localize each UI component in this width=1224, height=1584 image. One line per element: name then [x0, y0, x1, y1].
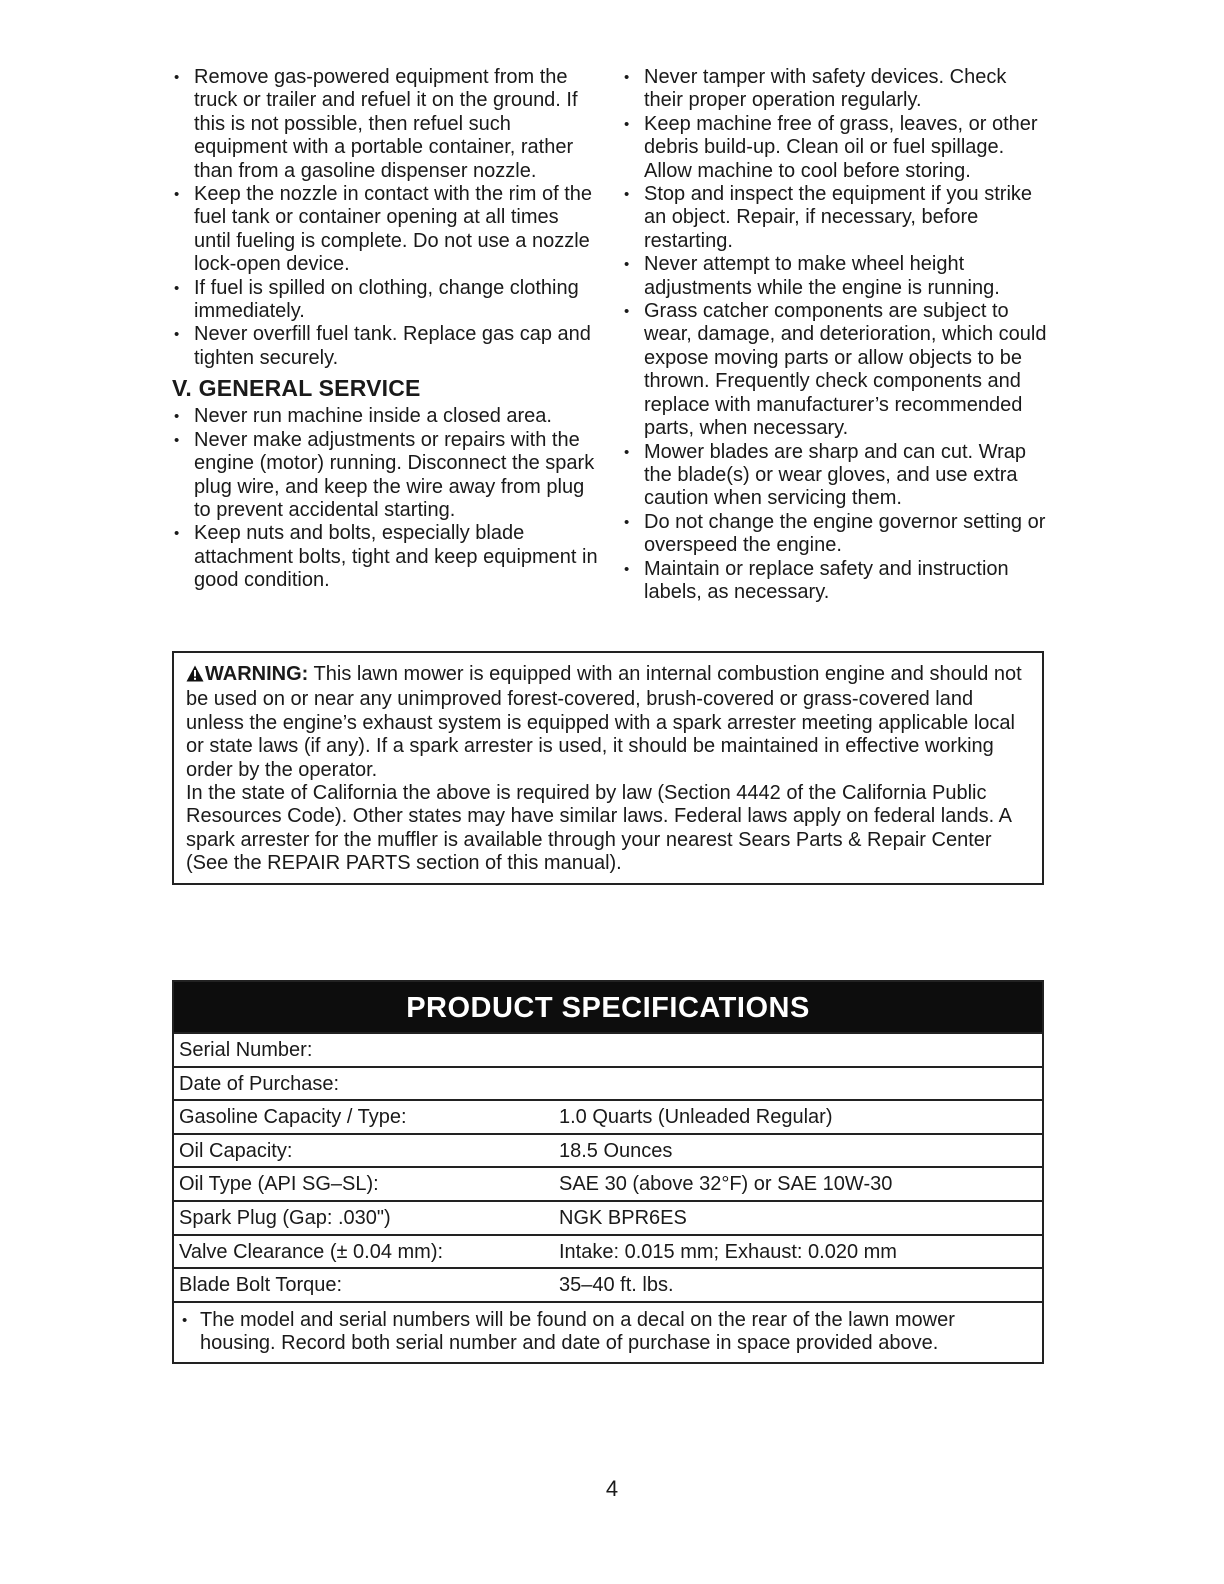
spec-label: Oil Capacity:	[179, 1139, 293, 1162]
warning-triangle-icon	[186, 665, 204, 688]
list-item: • Never make adjustments or repairs with the engine (motor) running. Disconnect the spark plug wire, and keep the wire away from plug to prevent accidental starting.	[172, 429, 600, 523]
list-item: • Remove gas-powered equipment from the truck or trailer and refuel it on the ground. If this is not possible, then refuel such equipment with a portable container, rather than from a gasoline dispenser nozzle.	[172, 66, 600, 183]
section-title: V. GENERAL SERVICE	[172, 375, 421, 402]
warning-paragraph	[186, 663, 1030, 782]
spec-value: SAE 30 (above 32°F) or SAE 10W-30	[559, 1173, 893, 1196]
list-item: • Maintain or replace safety and instruction labels, as necessary.	[622, 558, 1048, 605]
list-item: • Grass catcher components are subject to wear, damage, and deterioration, which could expose moving parts or allow objects to be thrown. Frequently check components and replace with manufacturer’s recommended parts, when necessary.	[622, 300, 1048, 440]
list-item: • Stop and inspect the equipment if you strike an object. Repair, if necessary, before restarting.	[622, 183, 1048, 253]
warning-box	[172, 651, 1044, 885]
list-item: • Keep machine free of grass, leaves, or other debris build-up. Clean oil or fuel spillage. Allow machine to cool before storing.	[622, 113, 1048, 183]
spec-title: PRODUCT SPECIFICATIONS	[174, 982, 1042, 1032]
table-row	[174, 1133, 1042, 1167]
spec-value: NGK BPR6ES	[559, 1206, 687, 1229]
list-item: • Never attempt to make wheel height adjustments while the engine is running.	[622, 253, 1048, 300]
spec-value: 18.5 Ounces	[559, 1139, 673, 1162]
list-item: • Keep the nozzle in contact with the rim of the fuel tank or container opening at all times until fueling is complete. Do not use a nozzle lock-open device.	[172, 183, 600, 277]
spec-value	[559, 1068, 1042, 1100]
list-item: • Mower blades are sharp and can cut. Wrap the blade(s) or wear gloves, and use extra caution when servicing them.	[622, 441, 1048, 511]
table-row	[174, 1234, 1042, 1268]
spec-note: • The model and serial numbers will be found on a decal on the rear of the lawn mower housing. Record both serial number and date of purchase in space provided above.	[174, 1301, 1042, 1362]
warning-label: WARNING:	[205, 663, 309, 685]
spec-label: Blade Bolt Torque:	[179, 1274, 343, 1297]
service-list	[172, 405, 600, 592]
refuel-list	[172, 66, 600, 370]
table-row	[174, 1099, 1042, 1133]
list-item: • If fuel is spilled on clothing, change clothing immediately.	[172, 277, 600, 324]
list-item: • Never tamper with safety devices. Check their proper operation regularly.	[622, 66, 1048, 113]
list-item: • Do not change the engine governor setting or overspeed the engine.	[622, 511, 1048, 558]
warning-paragraph: In the state of California the above is required by law (Section 4442 of the California Public Resources Code). Other states may have similar laws. Federal laws apply on federal lands. A spark arrester for the muffler is available through your nearest Sears Parts & Repair Center (See the REPAIR PARTS section of this manual).	[186, 782, 1011, 875]
spec-label: Date of Purchase:	[179, 1072, 340, 1095]
page-number: 4	[605, 1476, 619, 1501]
spec-value	[559, 1034, 1042, 1066]
list-item: • Keep nuts and bolts, especially blade attachment bolts, tight and keep equipment in good condition.	[172, 522, 600, 592]
table-row	[174, 1267, 1042, 1301]
left-column	[172, 66, 600, 593]
table-row	[174, 1200, 1042, 1234]
safety-list	[622, 66, 1048, 604]
spec-value: Intake: 0.015 mm; Exhaust: 0.020 mm	[559, 1240, 897, 1263]
table-row	[174, 1066, 1042, 1100]
spec-label: Serial Number:	[179, 1039, 313, 1061]
product-specifications-table	[172, 980, 1044, 1364]
spec-label: Valve Clearance (± 0.04 mm):	[179, 1240, 444, 1263]
spec-value: 35–40 ft. lbs.	[559, 1274, 674, 1297]
table-row	[174, 1032, 1042, 1066]
list-item: • Never run machine inside a closed area.	[172, 405, 600, 428]
spec-label: Spark Plug (Gap: .030")	[179, 1206, 391, 1229]
right-column	[622, 66, 1048, 604]
warning-text: This lawn mower is equipped with an internal combustion engine and should not be used on or near any unimproved forest-covered, brush-covered or grass-covered land unless the engine’s exhaust system is equipped with a spark arrester meeting applicable local or state laws (if any). If a spark arrester is used, it should be maintained in effective working order by the operator.	[186, 663, 1022, 781]
spec-label: Gasoline Capacity / Type:	[179, 1106, 407, 1129]
spec-value: 1.0 Quarts (Unleaded Regular)	[559, 1106, 833, 1129]
table-row	[174, 1166, 1042, 1200]
spec-label: Oil Type (API SG–SL):	[179, 1173, 379, 1196]
list-item: • Never overfill fuel tank. Replace gas cap and tighten securely.	[172, 323, 600, 370]
